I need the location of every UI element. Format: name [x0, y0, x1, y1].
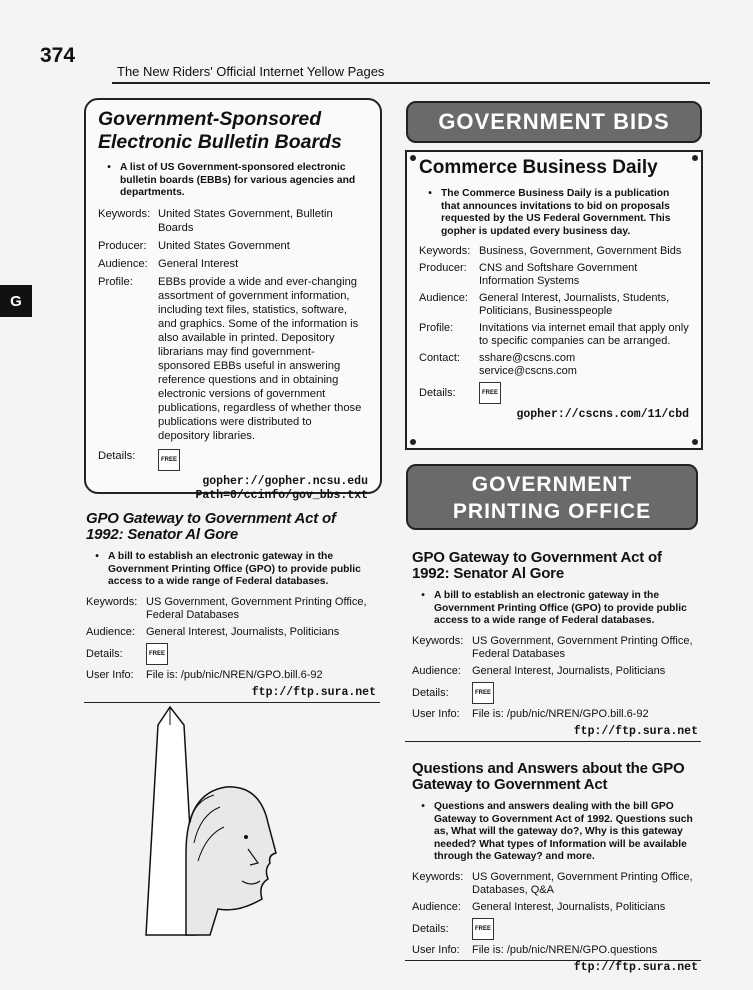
bullet-icon: •: [421, 590, 425, 601]
cbd-description: [419, 188, 689, 238]
ftp-link[interactable]: ftp://ftp.sura.net: [573, 960, 698, 974]
cbd-title: Commerce Business Daily: [419, 157, 658, 178]
corner-dot: [692, 155, 698, 161]
left-gpo-entry: [86, 511, 376, 699]
ebb-title-line1: Government-Sponsored: [98, 108, 322, 130]
keywords-label: Keywords:: [419, 245, 471, 257]
keywords-value: US Government, Government Printing Office, Databases, Q&A: [472, 870, 693, 896]
free-icon[interactable]: FREE: [472, 918, 494, 940]
cbd-entry-box: [405, 150, 703, 450]
profile-label: Profile:: [419, 322, 454, 334]
keywords-label: Keywords:: [412, 634, 464, 647]
audience-label: Audience:: [419, 292, 468, 304]
userinfo-value: File is: /pub/nic/NREN/GPO.bill.6-92: [146, 668, 323, 681]
producer-value: CNS and Softshare Government Information Systems: [479, 262, 638, 287]
details-label: Details:: [98, 449, 136, 462]
ebb-title: [98, 108, 368, 154]
audience-value: General Interest: [158, 257, 239, 270]
free-icon[interactable]: FREE: [479, 382, 501, 404]
keywords-value: US Government, Government Printing Office, Federal Databases: [472, 634, 693, 660]
audience-value: General Interest, Journalists, Politicians: [472, 664, 666, 677]
profile-value: Invitations via internet email that apply only to specific companies can be arranged.: [479, 322, 689, 347]
details-label: Details:: [86, 647, 123, 660]
gopher-link[interactable]: gopher://gopher.ncsu.edu: [202, 474, 368, 488]
details-label: Details:: [412, 922, 449, 935]
free-icon[interactable]: FREE: [472, 682, 494, 704]
keywords-value: United States Government, Bulletin Boards: [158, 207, 333, 234]
gopher-path[interactable]: Path=0/ccinfo/gov_bbs.txt: [195, 488, 368, 502]
entry-title: Questions and Answers about the GPO Gateway to Government Act: [412, 760, 685, 793]
right-rule-1: [405, 741, 701, 742]
userinfo-label: User Info:: [412, 707, 460, 720]
ebb-entry-box: [84, 98, 382, 502]
ebb-keywords: [98, 207, 368, 235]
entry-description: [86, 551, 376, 589]
ebb-audience: [98, 257, 368, 271]
entry-description: [412, 801, 698, 864]
entry-keywords: [412, 871, 698, 897]
qa-entry: [412, 761, 698, 974]
audience-label: Audience:: [98, 257, 148, 270]
details-label: Details:: [412, 686, 449, 699]
free-icon[interactable]: FREE: [146, 643, 168, 665]
entry-description-text: A bill to establish an electronic gateway in the Government Printing Office (GPO) to provide public access to a wide range of Federal databases.: [108, 551, 361, 587]
userinfo-value: File is: /pub/nic/NREN/GPO.bill.6-92: [472, 707, 649, 720]
bullet-icon: •: [107, 162, 111, 173]
keywords-label: Keywords:: [412, 870, 464, 883]
userinfo-label: User Info:: [86, 668, 134, 681]
userinfo-label: User Info:: [412, 943, 460, 956]
ebb-title-line2: Electronic Bulletin Boards: [98, 131, 342, 153]
ebb-profile: [98, 275, 368, 443]
cbd-details: [419, 382, 689, 404]
section-tab[interactable]: G: [0, 285, 32, 317]
bullet-icon: •: [421, 801, 425, 812]
audience-label: Audience:: [412, 900, 461, 913]
entry-audience: [412, 665, 698, 678]
washington-monument-illustration: [128, 703, 284, 939]
right-rule-2: [405, 960, 701, 961]
banner-line1: GOVERNMENT: [471, 473, 633, 496]
audience-value: General Interest, Journalists, Politicians: [472, 900, 666, 913]
bullet-icon: •: [428, 188, 432, 199]
contact-label: Contact:: [419, 352, 460, 364]
corner-dot: [692, 439, 698, 445]
profile-value: EBBs provide a wide and ever-changing assortment of government information, including text files, statistics, software, and graphics. Some of the information is also available in printed. Depository librarians may find government-sponsored EBBs useful in answering reference questions and in obtaining electronic versions of government publications, regardless of whether those publications were distributed to depository libraries.: [158, 275, 362, 442]
cbd-description-text: The Commerce Business Daily is a publication that announces invitations to bid on proposals requested by the US Federal Government. This gopher is updated every business day.: [441, 188, 671, 237]
producer-value: United States Government: [158, 239, 290, 252]
corner-dot: [410, 155, 416, 161]
cbd-audience: [419, 292, 689, 318]
free-icon[interactable]: FREE: [158, 449, 180, 471]
keywords-value: US Government, Government Printing Office, Federal Databases: [146, 595, 367, 621]
entry-details: [412, 682, 698, 704]
profile-label: Profile:: [98, 275, 133, 288]
page-number: 374: [40, 44, 76, 67]
keywords-label: Keywords:: [86, 595, 138, 608]
ebb-description-text: A list of US Government-sponsored electronic bulletin boards (EBBs) for various agencies and departments.: [120, 162, 356, 198]
entry-details: [412, 918, 698, 940]
ftp-link[interactable]: ftp://ftp.sura.net: [251, 685, 376, 699]
entry-audience: [86, 626, 376, 639]
cbd-contact: [419, 352, 689, 378]
entry-title: GPO Gateway to Government Act of 1992: Senator Al Gore: [86, 510, 336, 543]
corner-dot: [410, 439, 416, 445]
producer-label: Producer:: [419, 262, 467, 274]
audience-value: General Interest, Journalists, Politicians: [146, 625, 340, 638]
entry-keywords: [86, 596, 376, 622]
cbd-producer: [419, 262, 689, 288]
running-head: The New Riders' Official Internet Yellow Pages: [117, 64, 385, 79]
government-bids-banner: GOVERNMENT BIDS: [406, 101, 702, 143]
entry-userinfo: [412, 708, 698, 721]
entry-userinfo: [412, 944, 698, 957]
header-rule: [112, 82, 710, 84]
keywords-value: Business, Government, Government Bids: [479, 245, 682, 257]
gopher-link[interactable]: gopher://cscns.com/11/cbd: [516, 408, 689, 421]
entry-description-text: Questions and answers dealing with the bill GPO Gateway to Government Act of 1992. Questions such as, What will the gateway do?, Why is this gateway needed? What types of Information will be available through the Gateway? and more.: [434, 801, 693, 862]
keywords-label: Keywords:: [98, 207, 151, 220]
entry-details: [86, 643, 376, 665]
entry-title: GPO Gateway to Government Act of 1992: Senator Al Gore: [412, 549, 662, 582]
details-label: Details:: [419, 387, 456, 399]
right-gpo-entry: [412, 550, 698, 738]
audience-label: Audience:: [86, 625, 135, 638]
userinfo-value: File is: /pub/nic/NREN/GPO.questions: [472, 943, 658, 956]
producer-label: Producer:: [98, 239, 147, 252]
ftp-link[interactable]: ftp://ftp.sura.net: [573, 724, 698, 738]
ebb-producer: [98, 239, 368, 253]
contact-email-service[interactable]: service@cscns.com: [479, 365, 577, 377]
entry-description: [412, 590, 698, 628]
contact-email-sshare[interactable]: sshare@cscns.com: [479, 352, 576, 364]
entry-audience: [412, 901, 698, 914]
audience-label: Audience:: [412, 664, 461, 677]
cbd-keywords: [419, 245, 689, 258]
entry-keywords: [412, 635, 698, 661]
entry-description-text: A bill to establish an electronic gateway in the Government Printing Office (GPO) to provide public access to a wide range of Federal databases.: [434, 590, 687, 626]
audience-value: General Interest, Journalists, Students, Politicians, Businesspeople: [479, 292, 670, 317]
government-printing-office-banner: [406, 464, 698, 530]
entry-userinfo: [86, 669, 376, 682]
banner-line2: PRINTING OFFICE: [452, 500, 652, 523]
cbd-profile: [419, 322, 689, 348]
ebb-address[interactable]: [98, 475, 368, 503]
ebb-details: [98, 449, 368, 471]
bullet-icon: •: [95, 551, 99, 562]
ebb-description: [98, 162, 368, 200]
